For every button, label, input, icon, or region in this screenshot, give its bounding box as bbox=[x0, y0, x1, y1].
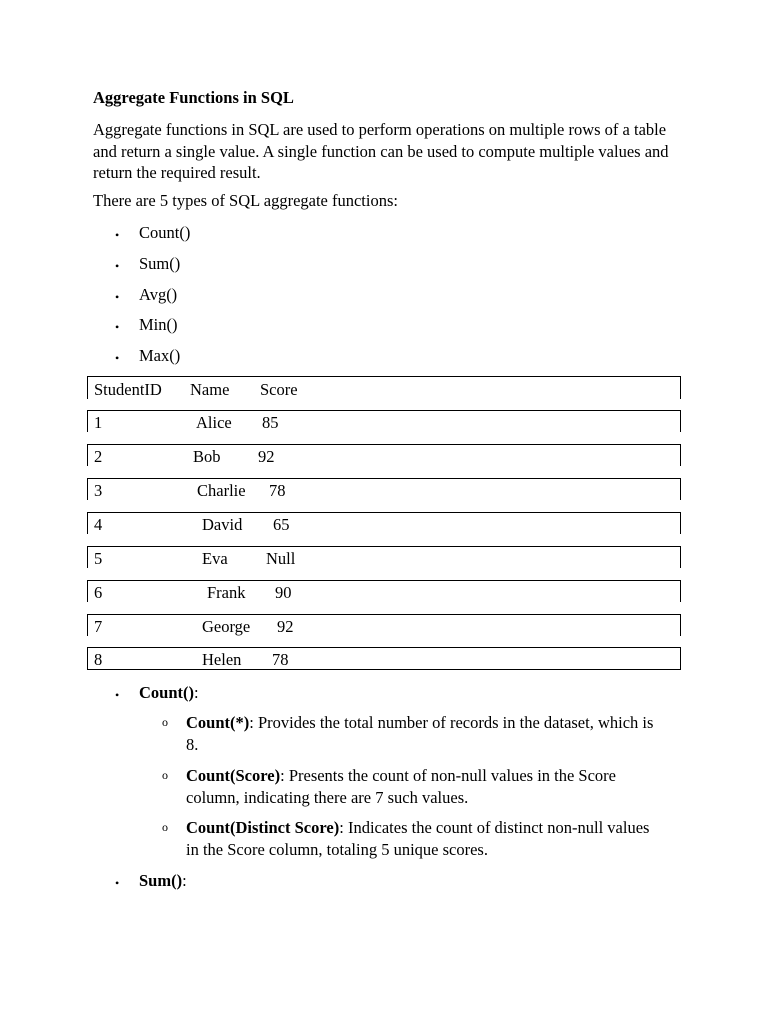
list-item: Avg() bbox=[139, 285, 178, 304]
list-item bbox=[186, 765, 666, 808]
bullet-icon: • bbox=[115, 351, 120, 365]
table-row bbox=[87, 546, 681, 568]
desc-count-star: : Provides the total number of records in the dataset, which is 8. bbox=[186, 713, 654, 754]
table-cell: George bbox=[202, 617, 251, 636]
list-item: Sum() bbox=[139, 254, 181, 273]
sub-bullet-icon: o bbox=[162, 768, 168, 782]
bullet-icon: • bbox=[115, 228, 120, 242]
bullet-icon: • bbox=[115, 290, 120, 304]
table-row bbox=[87, 647, 681, 670]
table-row bbox=[87, 478, 681, 500]
table-cell: 3 bbox=[94, 481, 103, 500]
table-cell: Frank bbox=[207, 583, 246, 602]
bullet-icon: • bbox=[115, 259, 120, 273]
types-heading: There are 5 types of SQL aggregate functions: bbox=[93, 191, 398, 210]
table-cell: 92 bbox=[277, 617, 294, 636]
term-count-distinct: Count(Distinct Score) bbox=[186, 818, 340, 837]
table-cell: 65 bbox=[273, 515, 290, 534]
table-cell: 90 bbox=[275, 583, 292, 602]
list-item: Count() bbox=[139, 223, 191, 242]
table-row bbox=[87, 614, 681, 636]
table-cell: 5 bbox=[94, 549, 103, 568]
count-heading-term: Count() bbox=[139, 683, 195, 702]
table-row bbox=[87, 444, 681, 466]
term-count-star: Count(*) bbox=[186, 713, 250, 732]
table-cell: Null bbox=[266, 549, 296, 568]
table-cell: 6 bbox=[94, 583, 103, 602]
table-cell: 78 bbox=[272, 650, 289, 669]
list-item bbox=[186, 712, 666, 755]
table-row bbox=[87, 410, 681, 432]
table-cell: Helen bbox=[202, 650, 242, 669]
table-cell: 1 bbox=[94, 413, 103, 432]
table-cell: 2 bbox=[94, 447, 103, 466]
bullet-icon: • bbox=[115, 876, 120, 890]
count-heading bbox=[139, 683, 199, 703]
table-cell: 85 bbox=[262, 413, 279, 432]
sub-bullet-icon: o bbox=[162, 820, 168, 834]
table-row bbox=[87, 512, 681, 534]
sum-heading-term: Sum() bbox=[139, 871, 183, 890]
document-title: Aggregate Functions in SQL bbox=[93, 88, 294, 107]
bullet-icon: • bbox=[115, 688, 120, 702]
table-cell: 92 bbox=[258, 447, 275, 466]
list-item: Max() bbox=[139, 346, 181, 365]
sub-bullet-icon: o bbox=[162, 715, 168, 729]
table-cell: 4 bbox=[94, 515, 103, 534]
table-header-cell: Score bbox=[260, 380, 298, 399]
table-cell: 8 bbox=[94, 650, 103, 669]
list-item bbox=[186, 817, 666, 860]
list-item: Min() bbox=[139, 315, 178, 334]
table-cell: Alice bbox=[196, 413, 232, 432]
sum-heading bbox=[139, 871, 187, 891]
table-cell: 7 bbox=[94, 617, 103, 636]
table-cell: Bob bbox=[193, 447, 221, 466]
table-cell: Eva bbox=[202, 549, 228, 568]
intro-paragraph: Aggregate functions in SQL are used to perform operations on multiple rows of a table and return a single value. A single function can be used to compute multiple values and return the required result. bbox=[93, 120, 669, 182]
bullet-icon: • bbox=[115, 320, 120, 334]
desc-count-score: : Presents the count of non-null values in the Score column, indicating there are 7 such values. bbox=[186, 766, 616, 807]
sum-heading-colon: : bbox=[182, 871, 187, 890]
count-heading-colon: : bbox=[194, 683, 199, 702]
desc-count-distinct: : Indicates the count of distinct non-null values in the Score column, totaling 5 unique scores. bbox=[186, 818, 650, 859]
table-header-cell: StudentID bbox=[94, 380, 162, 399]
table-header-row bbox=[87, 376, 681, 399]
table-cell: Charlie bbox=[197, 481, 246, 500]
table-row bbox=[87, 580, 681, 602]
term-count-score: Count(Score) bbox=[186, 766, 281, 785]
table-cell: David bbox=[202, 515, 243, 534]
table-header-cell: Name bbox=[190, 380, 230, 399]
table-cell: 78 bbox=[269, 481, 286, 500]
